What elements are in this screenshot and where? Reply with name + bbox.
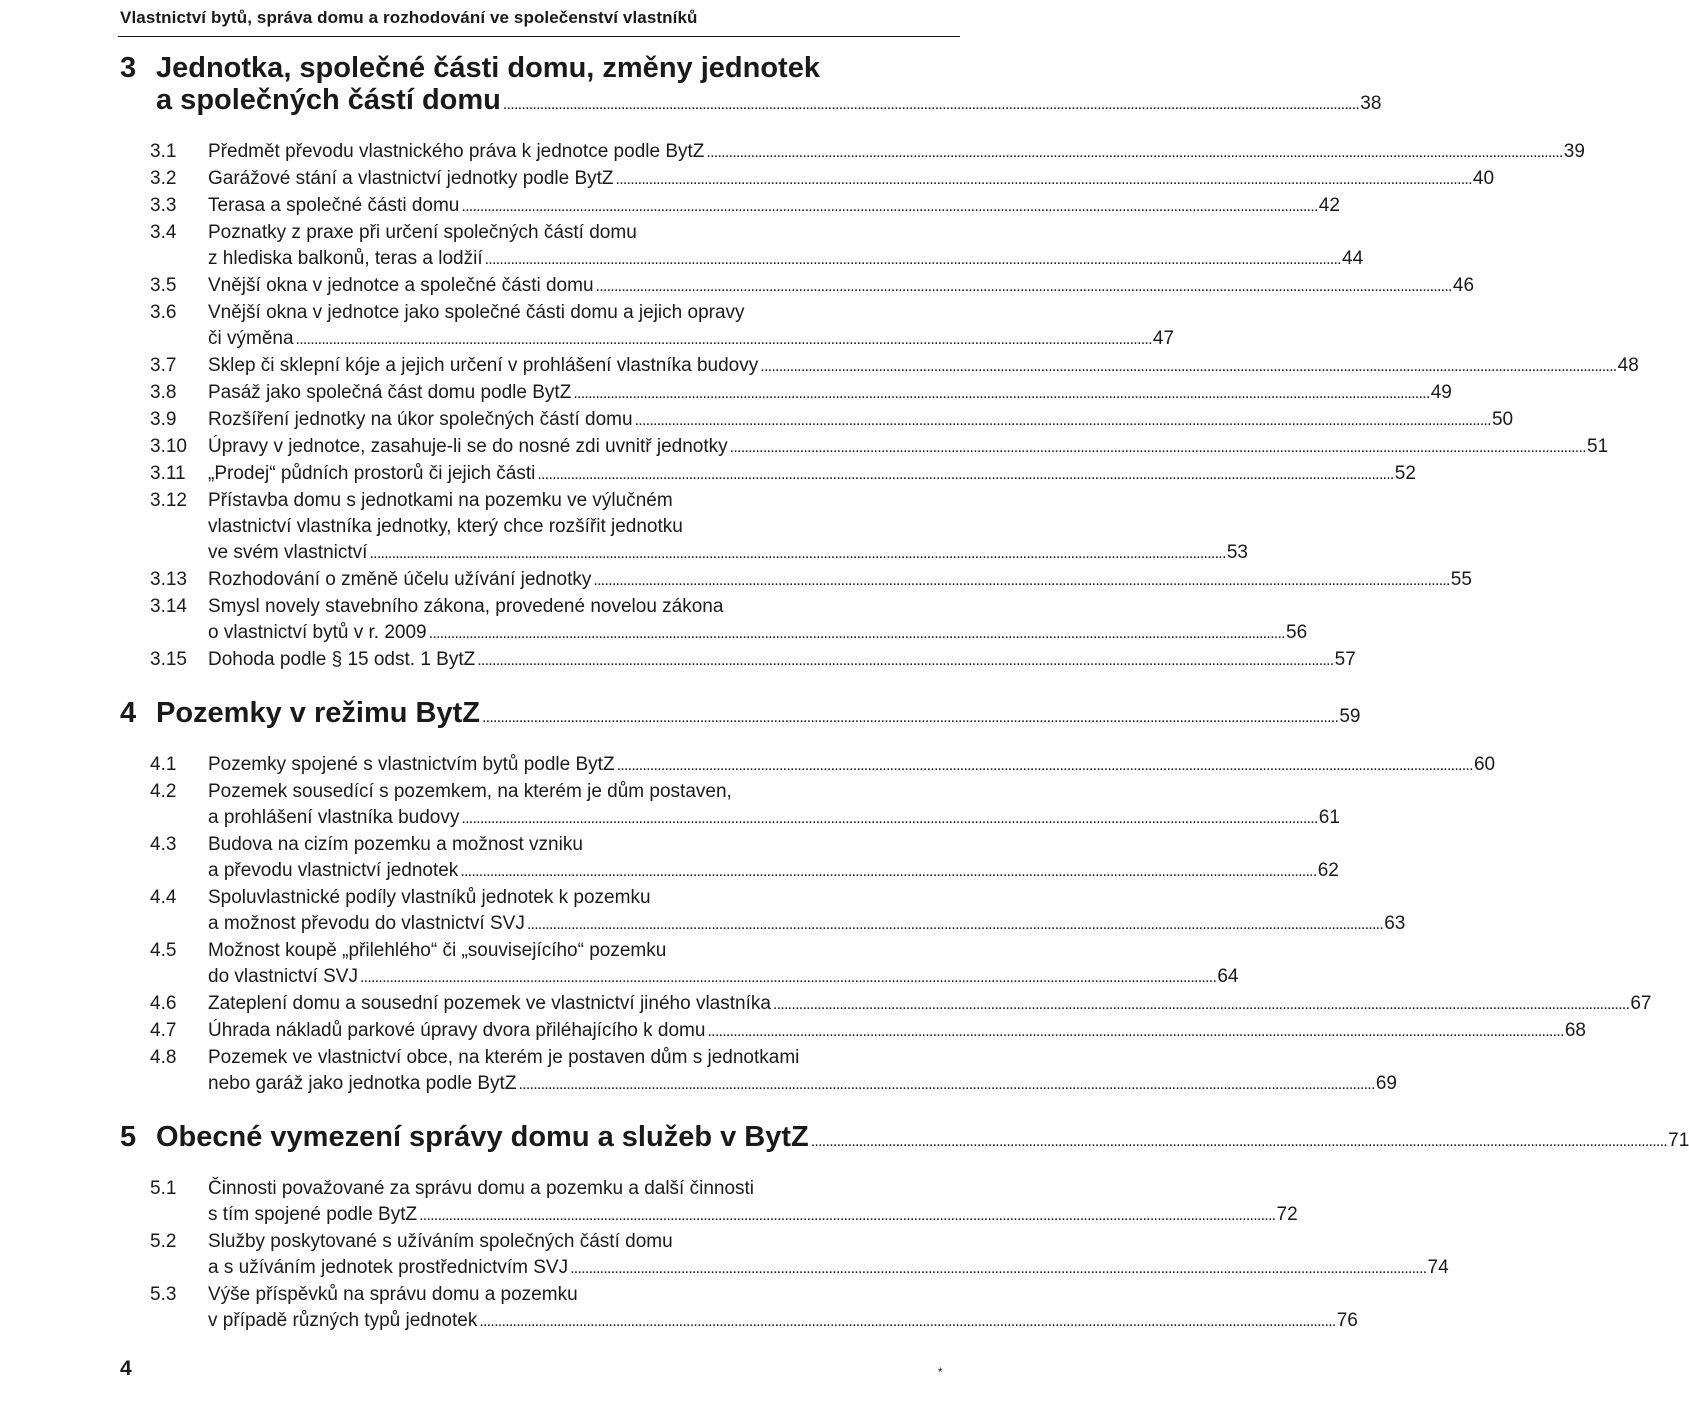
page-ref: 74	[1427, 1257, 1449, 1278]
section-line: Vnější okna v jednotce jako společné části domu a jejich opravy	[208, 302, 745, 323]
chapter-heading	[120, 52, 1382, 121]
section-title	[208, 1282, 1358, 1335]
section-number: 4.1	[150, 754, 177, 775]
dot-leader	[419, 1203, 1273, 1229]
section-number: 5.3	[150, 1284, 177, 1305]
dot-leader	[503, 89, 1357, 121]
page-ref: 47	[1152, 328, 1175, 349]
page-ref: 55	[1450, 569, 1472, 590]
section-line	[208, 407, 1513, 434]
section-line	[208, 964, 1238, 991]
chapter-number: 4	[120, 697, 137, 729]
toc-entry	[120, 434, 1609, 461]
chapter-title-line	[156, 84, 1381, 121]
section-line	[208, 273, 1474, 300]
section-line	[208, 139, 1585, 166]
entry-text: Pozemky v režimu BytZ	[156, 697, 480, 729]
section-number: 3.11	[150, 463, 186, 484]
toc-entry	[120, 139, 1585, 166]
chapter-number: 5	[120, 1121, 137, 1153]
dot-leader	[482, 702, 1336, 734]
entry-text: Zateplení domu a sousední pozemek ve vlastnictví jiného vlastníka	[208, 993, 771, 1014]
section-line	[208, 858, 1339, 885]
toc-entry	[120, 488, 1248, 567]
section-line	[208, 461, 1416, 488]
dot-leader	[773, 992, 1627, 1018]
page-ref: 62	[1317, 860, 1339, 881]
dot-leader	[706, 140, 1560, 166]
entry-text: Dohoda podle § 15 odst. 1 BytZ	[208, 649, 476, 670]
section-number: 4.4	[150, 887, 177, 908]
section-title	[208, 166, 1494, 193]
section-title	[208, 779, 1340, 832]
dot-leader	[596, 274, 1450, 300]
page-ref: 59	[1339, 706, 1361, 727]
entry-text: a možnost převodu do vlastnictví SVJ	[208, 913, 525, 934]
page-ref: 42	[1318, 195, 1340, 216]
section-line	[208, 805, 1340, 832]
dot-leader	[479, 1309, 1333, 1335]
toc-entry	[120, 353, 1639, 380]
section-line: Možnost koupě „přilehlého“ či „souvisejícího“ pozemku	[208, 940, 667, 961]
page-number: 4	[120, 1357, 132, 1380]
entry-text: Úpravy v jednotce, zasahuje-li se do nosné zdi uvnitř jednotky	[208, 436, 728, 457]
section-line: vlastnictví vlastníka jednotky, který chce rozšířit jednotku	[208, 516, 683, 537]
entry-text: o vlastnictví bytů v r. 2009	[208, 622, 427, 643]
entry-text: s tím spojené podle BytZ	[208, 1204, 418, 1225]
page-ref: 44	[1342, 248, 1364, 269]
section-list	[120, 1176, 1449, 1335]
dot-leader	[360, 965, 1214, 991]
entry-text: v případě různých typů jednotek	[208, 1310, 478, 1331]
dot-leader	[573, 381, 1427, 407]
dot-leader	[730, 435, 1584, 461]
section-line	[208, 1308, 1358, 1335]
dot-leader	[811, 1126, 1665, 1158]
section-number: 3.4	[150, 222, 177, 243]
entry-text: do vlastnictví SVJ	[208, 966, 358, 987]
section-number: 5.1	[150, 1178, 177, 1199]
chapter	[120, 1121, 1689, 1335]
section-line: Pozemek sousedící s pozemkem, na kterém je dům postaven,	[208, 781, 732, 802]
toc-entry	[120, 407, 1514, 434]
section-title	[208, 407, 1513, 434]
dot-leader	[593, 568, 1447, 594]
dot-leader	[570, 1256, 1424, 1282]
chapter	[120, 52, 1639, 674]
section-line: Poznatky z praxe při určení společných částí domu	[208, 222, 637, 243]
chapter-title-line	[156, 1121, 1689, 1158]
toc-entry	[120, 1229, 1449, 1282]
page-ref: 72	[1276, 1204, 1298, 1225]
page-ref: 76	[1336, 1310, 1358, 1331]
page-ref: 61	[1318, 807, 1340, 828]
section-line	[208, 620, 1307, 647]
dot-leader	[296, 327, 1150, 353]
section-line	[208, 991, 1651, 1018]
section-number: 3.6	[150, 302, 177, 323]
toc-entry	[120, 938, 1239, 991]
section-number: 5.2	[150, 1231, 177, 1252]
page-ref: 64	[1217, 966, 1239, 987]
toc-entry	[120, 567, 1472, 594]
table-of-contents	[120, 52, 1689, 1358]
dot-leader	[617, 753, 1471, 779]
section-line	[208, 246, 1363, 273]
dot-leader	[527, 912, 1381, 938]
section-title	[208, 1018, 1586, 1045]
toc-entry	[120, 461, 1416, 488]
section-line	[208, 1255, 1449, 1282]
toc-entry	[120, 885, 1406, 938]
toc-entry	[120, 832, 1339, 885]
section-title	[208, 647, 1356, 674]
section-number: 4.5	[150, 940, 177, 961]
running-header: Vlastnictví bytů, správa domu a rozhodování ve společenství vlastníků	[120, 8, 698, 27]
section-title	[208, 1176, 1298, 1229]
dot-leader	[616, 167, 1470, 193]
page-ref: 56	[1286, 622, 1308, 643]
section-number: 3.9	[150, 409, 177, 430]
page-ref: 51	[1587, 436, 1609, 457]
corner-mark: *	[938, 1365, 943, 1379]
entry-text: Garážové stání a vlastnictví jednotky podle BytZ	[208, 168, 614, 189]
section-number: 4.3	[150, 834, 177, 855]
entry-text: Terasa a společné části domu	[208, 195, 460, 216]
entry-text: Úhrada nákladů parkové úpravy dvora přiléhajícího k domu	[208, 1020, 706, 1041]
toc-entry	[120, 1045, 1397, 1098]
section-number: 3.3	[150, 195, 177, 216]
chapter-title-line	[156, 697, 1360, 734]
page-ref: 71	[1668, 1130, 1689, 1151]
dot-leader	[461, 806, 1315, 832]
section-line	[208, 567, 1472, 594]
section-number: 3.8	[150, 382, 177, 403]
page-ref: 49	[1430, 382, 1452, 403]
entry-text: Vnější okna v jednotce a společné části domu	[208, 275, 594, 296]
page-ref: 57	[1334, 649, 1356, 670]
toc-entry	[120, 1018, 1586, 1045]
section-line: Pozemek ve vlastnictví obce, na kterém je postaven dům s jednotkami	[208, 1047, 800, 1068]
entry-text: a s užíváním jednotek prostřednictvím SVJ	[208, 1257, 569, 1278]
toc-entry	[120, 991, 1652, 1018]
toc-entry	[120, 273, 1475, 300]
dot-leader	[635, 408, 1489, 434]
section-number: 3.15	[150, 649, 187, 670]
section-title	[208, 300, 1174, 353]
entry-text: Pozemky spojené s vlastnictvím bytů podle BytZ	[208, 754, 615, 775]
section-line	[208, 647, 1356, 674]
section-title	[208, 380, 1452, 407]
dot-leader	[518, 1072, 1372, 1098]
entry-text: nebo garáž jako jednotka podle BytZ	[208, 1073, 517, 1094]
entry-text: z hlediska balkonů, teras a lodžií	[208, 248, 483, 269]
toc-entry	[120, 1176, 1298, 1229]
dot-leader	[537, 462, 1391, 488]
section-number: 3.1	[150, 141, 177, 162]
section-title	[208, 991, 1651, 1018]
chapter	[120, 697, 1652, 1098]
section-line: Budova na cizím pozemku a možnost vzniku	[208, 834, 583, 855]
section-number: 3.14	[150, 596, 187, 617]
section-title	[208, 1229, 1449, 1282]
entry-text: „Prodej“ půdních prostorů či jejich části	[208, 463, 536, 484]
section-line	[208, 911, 1405, 938]
chapter-title	[156, 697, 1360, 734]
toc-entry	[120, 300, 1175, 353]
section-line	[208, 380, 1452, 407]
section-number: 4.7	[150, 1020, 177, 1041]
entry-text: a převodu vlastnictví jednotek	[208, 860, 459, 881]
header-rule	[118, 36, 960, 37]
section-line: Smysl novely stavebního zákona, provedené novelou zákona	[208, 596, 724, 617]
entry-text: či výměna	[208, 328, 294, 349]
entry-text: Obecné vymezení správy domu a služeb v BytZ	[156, 1121, 809, 1153]
section-number: 4.8	[150, 1047, 177, 1068]
section-title	[208, 353, 1639, 380]
page-ref: 69	[1375, 1073, 1397, 1094]
toc-entry	[120, 1282, 1358, 1335]
section-line: Spoluvlastnické podíly vlastníků jednotek k pozemku	[208, 887, 651, 908]
dot-leader	[760, 354, 1614, 380]
toc-entry	[120, 647, 1356, 674]
toc-entry	[120, 594, 1308, 647]
entry-text: Předmět převodu vlastnického práva k jednotce podle BytZ	[208, 141, 705, 162]
dot-leader	[369, 541, 1223, 567]
entry-text: Pasáž jako společná část domu podle BytZ	[208, 382, 572, 403]
page-ref: 40	[1472, 168, 1495, 189]
entry-text: Rozhodování o změně účelu užívání jednotky	[208, 569, 592, 590]
dot-leader	[460, 859, 1314, 885]
page-ref: 52	[1394, 463, 1416, 484]
page-ref: 60	[1473, 754, 1496, 775]
section-line	[208, 326, 1174, 353]
section-line: Služby poskytované s užíváním společných částí domu	[208, 1231, 673, 1252]
section-title	[208, 434, 1608, 461]
section-number: 3.5	[150, 275, 177, 296]
section-title	[208, 832, 1339, 885]
dot-leader	[461, 194, 1315, 220]
section-line	[208, 166, 1494, 193]
section-title	[208, 567, 1472, 594]
chapter-heading	[120, 697, 1361, 734]
section-list	[120, 139, 1639, 674]
page-ref: 68	[1564, 1020, 1586, 1041]
section-line	[208, 1071, 1397, 1098]
section-number: 3.2	[150, 168, 177, 189]
entry-text: a společných částí domu	[156, 84, 501, 116]
dot-leader	[707, 1019, 1561, 1045]
chapter-heading	[120, 1121, 1689, 1158]
page-ref: 63	[1384, 913, 1406, 934]
section-number: 3.13	[150, 569, 187, 590]
section-line: Činnosti považované za správu domu a pozemku a další činnosti	[208, 1178, 755, 1199]
page-ref: 50	[1491, 409, 1514, 430]
section-number: 3.12	[150, 490, 187, 511]
page-ref: 67	[1630, 993, 1652, 1014]
toc-entry	[120, 380, 1452, 407]
section-line	[208, 434, 1608, 461]
chapter-title	[156, 52, 1381, 121]
section-line	[208, 540, 1248, 567]
toc-entry	[120, 752, 1496, 779]
page-ref: 48	[1617, 355, 1639, 376]
toc-entry	[120, 166, 1495, 193]
dot-leader	[485, 247, 1339, 273]
entry-text: Sklep či sklepní kóje a jejich určení v prohlášení vlastníka budovy	[208, 355, 759, 376]
chapter-title	[156, 1121, 1689, 1158]
section-number: 3.7	[150, 355, 177, 376]
entry-text: a prohlášení vlastníka budovy	[208, 807, 460, 828]
section-line: Přístavba domu s jednotkami na pozemku ve výlučném	[208, 490, 673, 511]
page-ref: 46	[1452, 275, 1475, 296]
section-line	[208, 1202, 1298, 1229]
section-title	[208, 752, 1495, 779]
section-line	[208, 752, 1495, 779]
toc-entry	[120, 193, 1340, 220]
section-number: 4.6	[150, 993, 177, 1014]
section-line	[208, 1018, 1586, 1045]
section-title	[208, 220, 1363, 273]
section-title	[208, 488, 1248, 567]
section-title	[208, 273, 1474, 300]
section-title	[208, 139, 1585, 166]
section-number: 3.10	[150, 436, 187, 457]
entry-text: ve svém vlastnictví	[208, 542, 368, 563]
page-ref: 39	[1563, 141, 1585, 162]
section-title	[208, 461, 1416, 488]
section-line	[208, 193, 1340, 220]
toc-entry	[120, 779, 1340, 832]
section-list	[120, 752, 1652, 1098]
section-number: 4.2	[150, 781, 177, 802]
section-title	[208, 594, 1307, 647]
section-line	[208, 353, 1639, 380]
page-ref: 38	[1360, 93, 1382, 114]
section-line: Výše příspěvků na správu domu a pozemku	[208, 1284, 578, 1305]
section-title	[208, 193, 1340, 220]
dot-leader	[429, 621, 1283, 647]
chapter-title-line: Jednotka, společné části domu, změny jednotek	[156, 52, 820, 84]
section-title	[208, 938, 1238, 991]
section-title	[208, 885, 1405, 938]
dot-leader	[477, 648, 1331, 674]
section-title	[208, 1045, 1397, 1098]
toc-entry	[120, 220, 1364, 273]
chapter-number: 3	[120, 52, 137, 84]
page-ref: 53	[1226, 542, 1248, 563]
entry-text: Rozšíření jednotky na úkor společných částí domu	[208, 409, 633, 430]
